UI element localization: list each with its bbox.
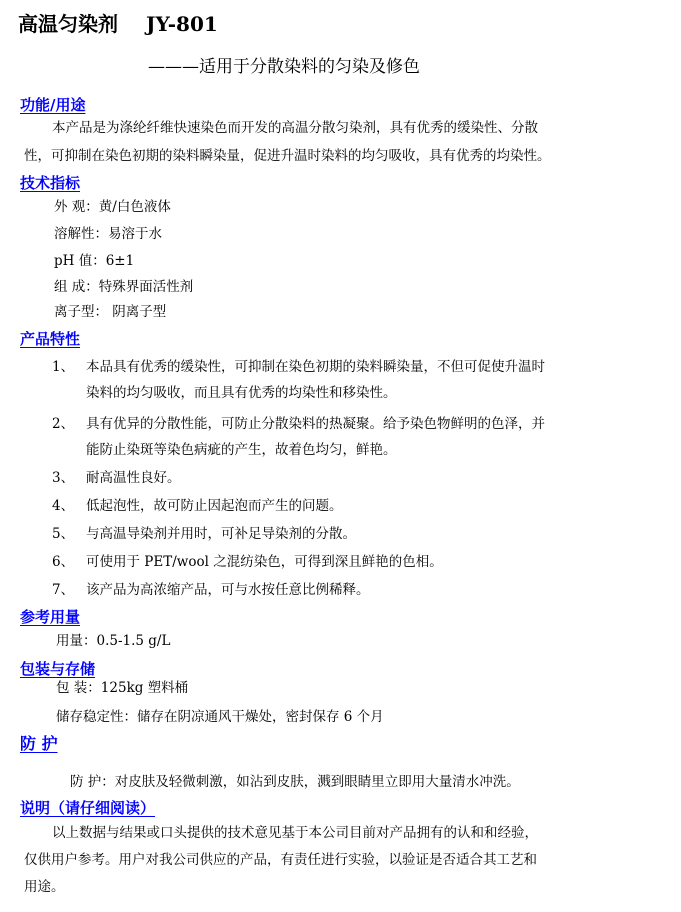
feature-text: 具有优异的分散性能，可防止分散染料的热凝聚。给予染色物鲜明的色泽，并	[86, 416, 545, 432]
feature-text: 该产品为高浓缩产品，可与水按任意比例稀释。	[86, 582, 370, 598]
feature-number: 6、	[52, 554, 75, 570]
feature-number: 5、	[52, 526, 75, 542]
feature-item	[52, 528, 356, 542]
document-title	[18, 8, 218, 37]
section-heading-specs: 技术指标	[20, 174, 81, 192]
feature-item	[52, 584, 370, 598]
feature-text: 与高温导染剂并用时，可补足导染剂的分散。	[86, 526, 356, 542]
section-heading-features: 产品特性	[20, 330, 81, 348]
feature-item	[52, 418, 545, 432]
packaging-label: 包 装：	[56, 680, 101, 696]
document-subtitle: ———适用于分散染料的匀染及修色	[148, 57, 420, 77]
notice-text-line-1: 以上数据与结果或口头提供的技术意见基于本公司目前对产品拥有的认和和经验，	[52, 825, 538, 841]
feature-text: 耐高温性良好。	[86, 470, 181, 486]
protection-text: 防 护：对皮肤及轻微刺激，如沾到皮肤，溅到眼睛里立即用大量清水冲洗。	[70, 774, 520, 790]
section-heading-notice: 说明（请仔细阅读）	[20, 799, 156, 817]
spec-label: 外 观	[54, 199, 86, 215]
spec-value: ：易溶于水	[94, 226, 162, 242]
feature-number: 2、	[52, 416, 75, 432]
product-code: JY-801	[146, 12, 218, 36]
spec-value: ：6±1	[92, 253, 135, 269]
function-text-line-1: 本产品是为涤纶纤维快速染色而开发的高温分散匀染剂，具有优秀的缓染性、分散	[52, 120, 538, 136]
feature-text: 可使用于 PET/wool 之混纺染色，可得到深且鲜艳的色相。	[86, 554, 443, 570]
spec-label: 离子型	[54, 304, 95, 320]
feature-item	[52, 472, 181, 486]
packaging-value: 125kg 塑料桶	[100, 680, 189, 696]
spec-row-appearance	[54, 201, 171, 215]
spec-value: ：黄/白色液体	[85, 199, 171, 215]
product-name: 高温匀染剂	[18, 12, 118, 36]
spec-value: ： 阴离子型	[94, 304, 167, 320]
section-heading-usage: 参考用量	[20, 608, 81, 626]
spec-label: pH 值	[54, 253, 93, 269]
function-text-line-2: 性，可抑制在染色初期的染料瞬染量，促进升温时染料的均匀吸收，具有优秀的均染性。	[24, 148, 551, 164]
feature-number: 3、	[52, 470, 75, 486]
feature-text-continued: 能防止染斑等染色病疵的产生，故着色均匀，鲜艳。	[86, 442, 397, 458]
feature-item	[52, 500, 343, 514]
section-heading-packaging: 包装与存储	[20, 660, 96, 678]
feature-number: 7、	[52, 582, 75, 598]
spec-row-composition	[54, 281, 193, 295]
feature-number: 4、	[52, 498, 75, 514]
feature-number: 1、	[52, 359, 75, 375]
section-heading-function: 功能/用途	[20, 96, 86, 114]
dosage-text: 用量：0.5-1.5 g/L	[56, 633, 171, 649]
feature-text: 本品具有优秀的缓染性，可抑制在染色初期的染料瞬染量，不但可促使升温时	[86, 359, 545, 375]
notice-text-line-3: 用途。	[24, 879, 65, 895]
feature-item	[52, 361, 545, 375]
spec-row-solubility	[54, 228, 162, 242]
spec-label: 溶解性	[54, 226, 95, 242]
spec-value: ：特殊界面活性剂	[85, 279, 194, 295]
spec-row-ph	[54, 255, 134, 269]
spec-label: 组 成	[54, 279, 86, 295]
section-heading-protection: 防 护	[20, 734, 58, 753]
notice-text-line-2: 仅供用户参考。用户对我公司供应的产品，有责任进行实验，以验证是否适合其工艺和	[24, 852, 537, 868]
storage-text: 储存稳定性：储存在阴凉通风干燥处，密封保存 6 个月	[56, 709, 384, 725]
feature-text: 低起泡性，故可防止因起泡而产生的问题。	[86, 498, 343, 514]
feature-item	[52, 556, 443, 570]
spec-row-ionicity	[54, 306, 166, 320]
packaging-row	[56, 682, 188, 696]
feature-text-continued: 染料的均匀吸收，而且具有优秀的均染性和移染性。	[86, 385, 397, 401]
